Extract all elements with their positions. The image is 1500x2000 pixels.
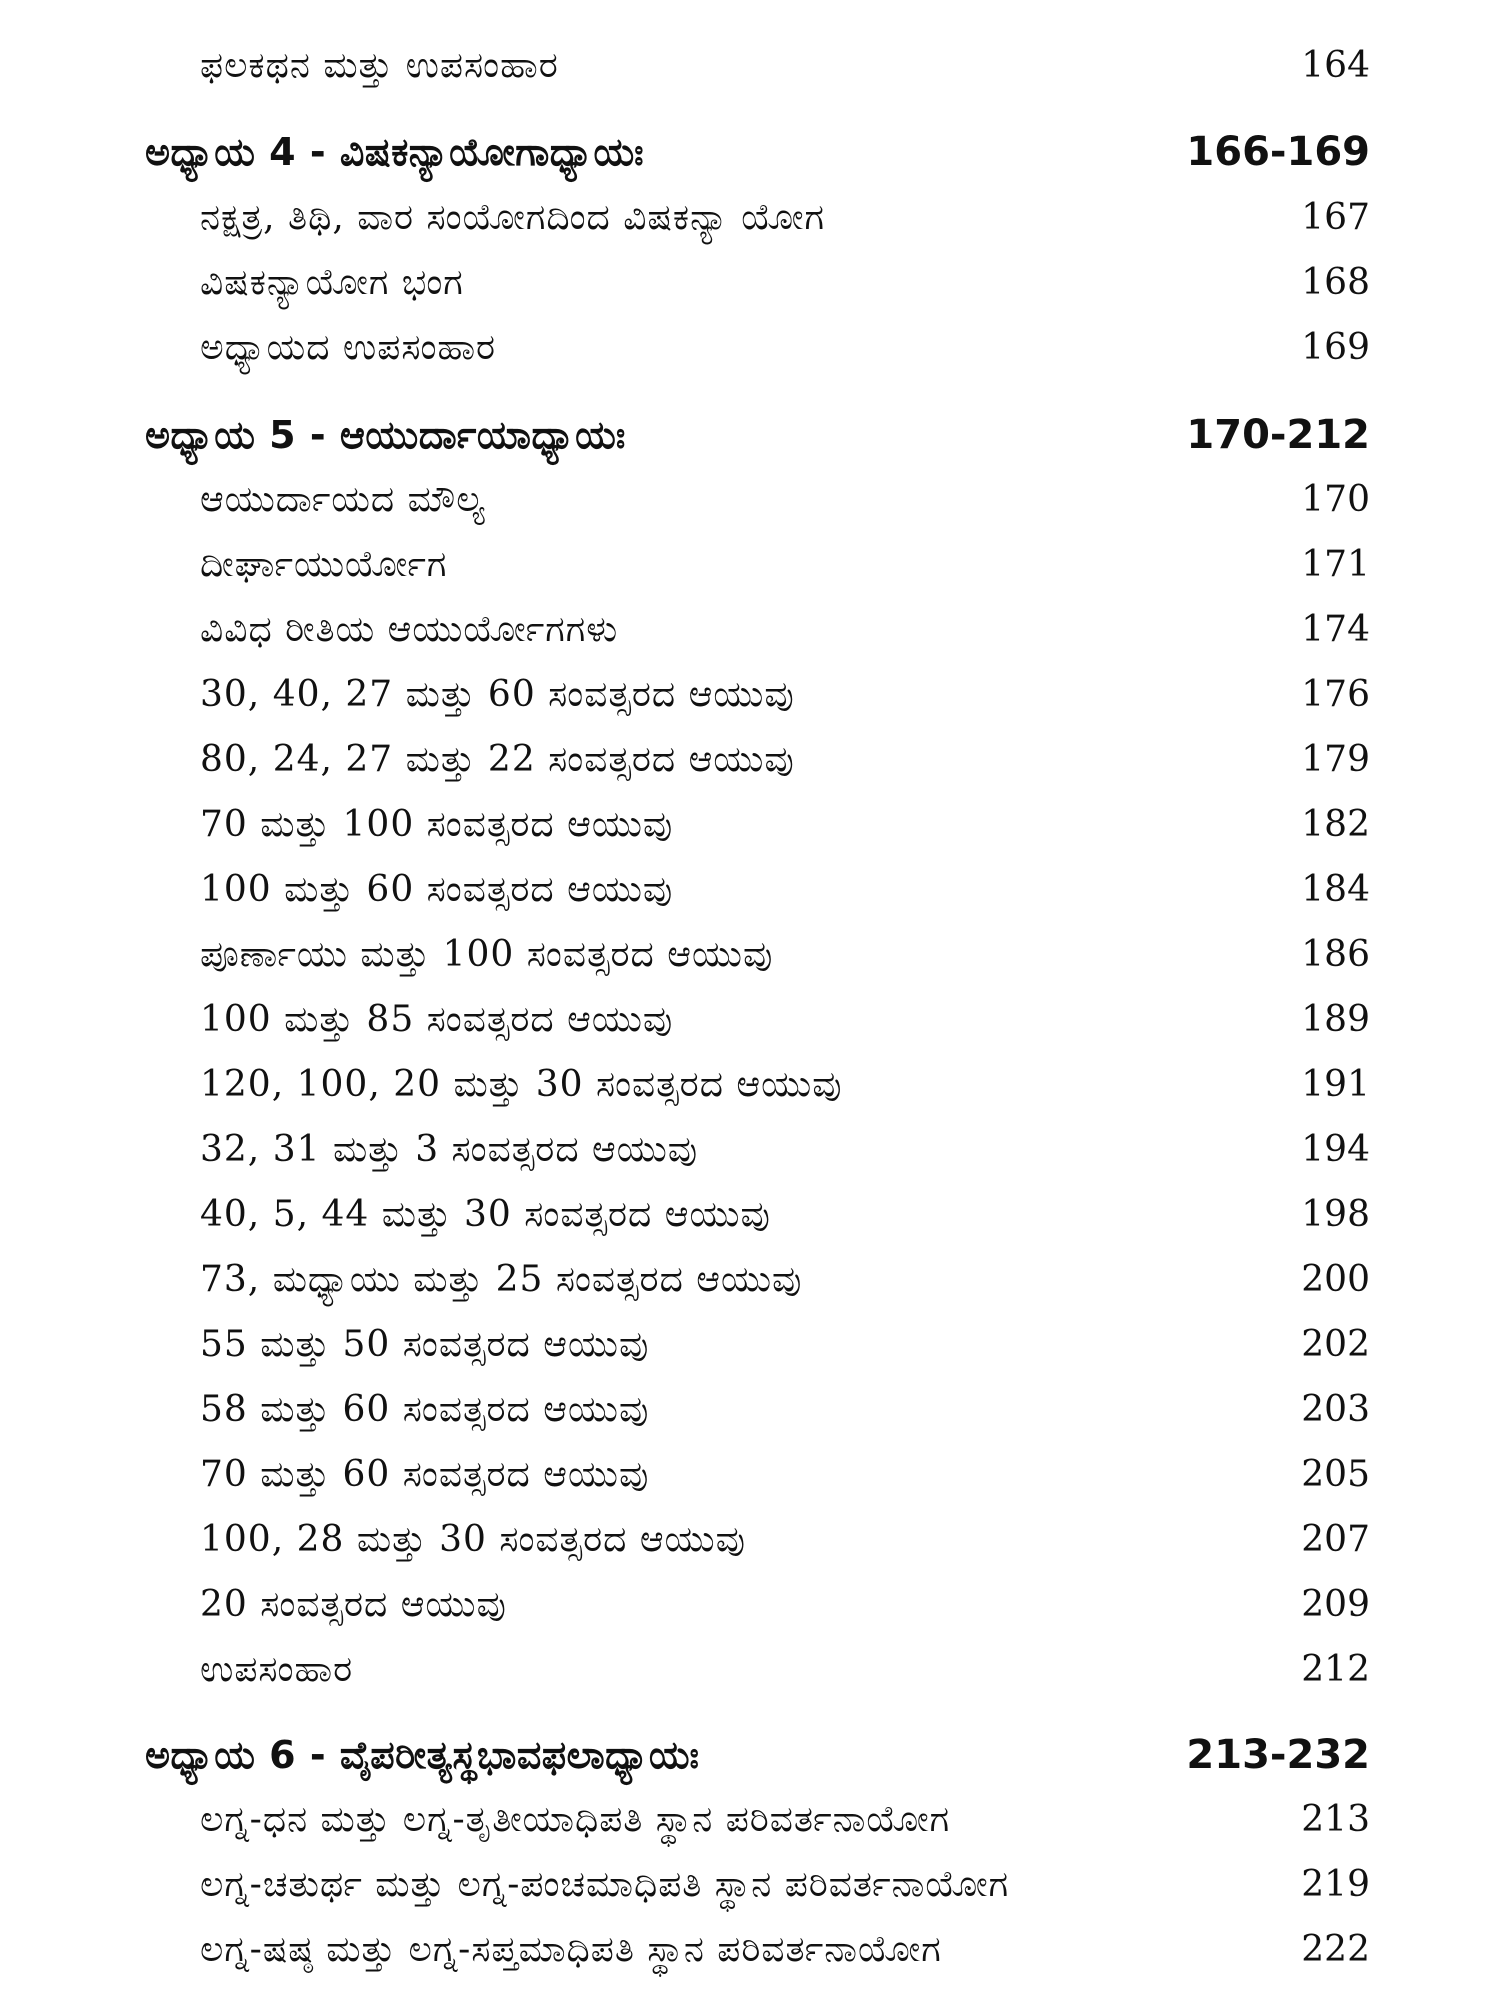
toc-item-title: ಅಧ್ಯಾಯದ ಉಪಸಂಹಾರ [200, 327, 497, 368]
toc-item [0, 795, 1500, 855]
toc-item-title: 100, 28 ಮತ್ತು 30 ಸಂವತ್ಸರದ ಆಯುವು [200, 1519, 746, 1560]
toc-item [0, 1510, 1500, 1570]
toc-item-page: 200 [1301, 1259, 1370, 1300]
toc-item-title: ಆಯುರ್ದಾಯದ ಮೌಲ್ಯ [200, 479, 486, 520]
toc-chapter-title: ಅಧ್ಯಾಯ 6 - ವೈಪರೀತ್ಯಸ್ಥಭಾವಫಲಾಧ್ಯಾಯಃ [145, 1733, 700, 1777]
toc-item [0, 1120, 1500, 1180]
toc-item [0, 665, 1500, 725]
toc-item-title: 100 ಮತ್ತು 60 ಸಂವತ್ಸರದ ಆಯುವು [200, 869, 674, 910]
toc-item-page: 170 [1301, 479, 1370, 520]
toc-item-page: 222 [1301, 1929, 1370, 1970]
toc-item-page: 168 [1301, 262, 1370, 303]
toc-item-title: 73, ಮಧ್ಯಾಯು ಮತ್ತು 25 ಸಂವತ್ಸರದ ಆಯುವು [200, 1259, 803, 1300]
toc-item [0, 1920, 1500, 1980]
toc-item [0, 253, 1500, 313]
toc-item-title: ವಿವಿಧ ರೀತಿಯ ಆಯುರ್ಯೋಗಗಳು [200, 609, 619, 650]
toc-item-title: 30, 40, 27 ಮತ್ತು 60 ಸಂವತ್ಸರದ ಆಯುವು [200, 674, 795, 715]
toc-item-page: 198 [1301, 1194, 1370, 1235]
toc-item-title: ಲಗ್ನ-ಚತುರ್ಥ ಮತ್ತು ಲಗ್ನ-ಪಂಚಮಾಧಿಪತಿ ಸ್ಥಾನ ಪರಿವರ್ತನಾಯೋಗ [200, 1864, 1010, 1905]
toc-item-title: ಪೂರ್ಣಾಯು ಮತ್ತು 100 ಸಂವತ್ಸರದ ಆಯುವು [200, 934, 774, 975]
toc-item [0, 730, 1500, 790]
toc-item-title: ಲಗ್ನ-ಷಷ್ಠ ಮತ್ತು ಲಗ್ನ-ಸಪ್ತಮಾಧಿಪತಿ ಸ್ಥಾನ ಪರಿವರ್ತನಾಯೋಗ [200, 1929, 942, 1970]
toc-item [0, 925, 1500, 985]
toc-chapter-heading [0, 1725, 1500, 1785]
toc-item-page: 169 [1301, 327, 1370, 368]
toc-item-title: ನಕ್ಷತ್ರ, ತಿಥಿ, ವಾರ ಸಂಯೋಗದಿಂದ ವಿಷಕನ್ಯಾ ಯೋಗ [200, 197, 825, 238]
toc-item-page: 186 [1301, 934, 1370, 975]
toc-item [0, 470, 1500, 530]
toc-item-page: 179 [1301, 739, 1370, 780]
toc-chapter-page-range: 213-232 [1186, 1732, 1370, 1778]
toc-item [0, 1315, 1500, 1375]
toc-item-page: 203 [1301, 1389, 1370, 1430]
toc-item-title: 70 ಮತ್ತು 60 ಸಂವತ್ಸರದ ಆಯುವು [200, 1454, 650, 1495]
toc-chapter-heading [0, 122, 1500, 182]
toc-item [0, 600, 1500, 660]
toc-item-title: ದೀರ್ಘಾಯುರ್ಯೋಗ [200, 544, 448, 585]
toc-item-page: 182 [1301, 804, 1370, 845]
toc-item-title: 58 ಮತ್ತು 60 ಸಂವತ್ಸರದ ಆಯುವು [200, 1389, 650, 1430]
toc-item-title: ಫಲಕಥನ ಮತ್ತು ಉಪಸಂಹಾರ [200, 45, 559, 86]
toc-item-page: 194 [1301, 1129, 1370, 1170]
toc-item-page: 164 [1301, 45, 1370, 86]
toc-item-page: 212 [1301, 1649, 1370, 1690]
toc-item [0, 188, 1500, 248]
toc-item-title: ಲಗ್ನ-ಧನ ಮತ್ತು ಲಗ್ನ-ತೃತೀಯಾಧಿಪತಿ ಸ್ಥಾನ ಪರಿವರ್ತನಾಯೋಗ [200, 1799, 951, 1840]
toc-item-page: 219 [1301, 1864, 1370, 1905]
toc-item [0, 990, 1500, 1050]
toc-chapter-page-range: 170-212 [1186, 412, 1370, 458]
toc-item-page: 184 [1301, 869, 1370, 910]
toc-item [0, 1380, 1500, 1440]
toc-item-page: 202 [1301, 1324, 1370, 1365]
toc-item-title: 20 ಸಂವತ್ಸರದ ಆಯುವು [200, 1584, 507, 1625]
toc-item-page: 176 [1301, 674, 1370, 715]
toc-item-title: 80, 24, 27 ಮತ್ತು 22 ಸಂವತ್ಸರದ ಆಯುವು [200, 739, 795, 780]
toc-item [0, 318, 1500, 378]
toc-item-page: 174 [1301, 609, 1370, 650]
toc-item [0, 1855, 1500, 1915]
toc-chapter-title: ಅಧ್ಯಾಯ 5 - ಆಯುರ್ದಾಯಾಧ್ಯಾಯಃ [145, 413, 626, 457]
toc-item [0, 1185, 1500, 1245]
toc-item-title: ಉಪಸಂಹಾರ [200, 1649, 354, 1690]
toc-item-page: 167 [1301, 197, 1370, 238]
toc-item-page: 207 [1301, 1519, 1370, 1560]
toc-item-title: 120, 100, 20 ಮತ್ತು 30 ಸಂವತ್ಸರದ ಆಯುವು [200, 1064, 843, 1105]
toc-item-title: 70 ಮತ್ತು 100 ಸಂವತ್ಸರದ ಆಯುವು [200, 804, 674, 845]
toc-item-page: 209 [1301, 1584, 1370, 1625]
toc-chapter-heading [0, 405, 1500, 465]
toc-item-page: 191 [1301, 1064, 1370, 1105]
toc-item-page: 189 [1301, 999, 1370, 1040]
toc-item-page: 205 [1301, 1454, 1370, 1495]
toc-item [0, 1445, 1500, 1505]
toc-item-title: 40, 5, 44 ಮತ್ತು 30 ಸಂವತ್ಸರದ ಆಯುವು [200, 1194, 771, 1235]
toc-item-title: 55 ಮತ್ತು 50 ಸಂವತ್ಸರದ ಆಯುವು [200, 1324, 650, 1365]
toc-chapter-title: ಅಧ್ಯಾಯ 4 - ವಿಷಕನ್ಯಾಯೋಗಾಧ್ಯಾಯಃ [145, 130, 645, 174]
toc-item-page: 171 [1301, 544, 1370, 585]
toc-item [0, 860, 1500, 920]
toc-item [0, 1790, 1500, 1850]
toc-item-page: 213 [1301, 1799, 1370, 1840]
toc-item [0, 36, 1500, 96]
toc-item [0, 1250, 1500, 1310]
toc-item-title: 32, 31 ಮತ್ತು 3 ಸಂವತ್ಸರದ ಆಯುವು [200, 1129, 699, 1170]
toc-item [0, 535, 1500, 595]
toc-item-title: 100 ಮತ್ತು 85 ಸಂವತ್ಸರದ ಆಯುವು [200, 999, 674, 1040]
toc-chapter-page-range: 166-169 [1186, 129, 1370, 175]
toc-item [0, 1055, 1500, 1115]
toc-item-title: ವಿಷಕನ್ಯಾಯೋಗ ಭಂಗ [200, 262, 464, 303]
toc-item [0, 1575, 1500, 1635]
toc-item [0, 1640, 1500, 1700]
